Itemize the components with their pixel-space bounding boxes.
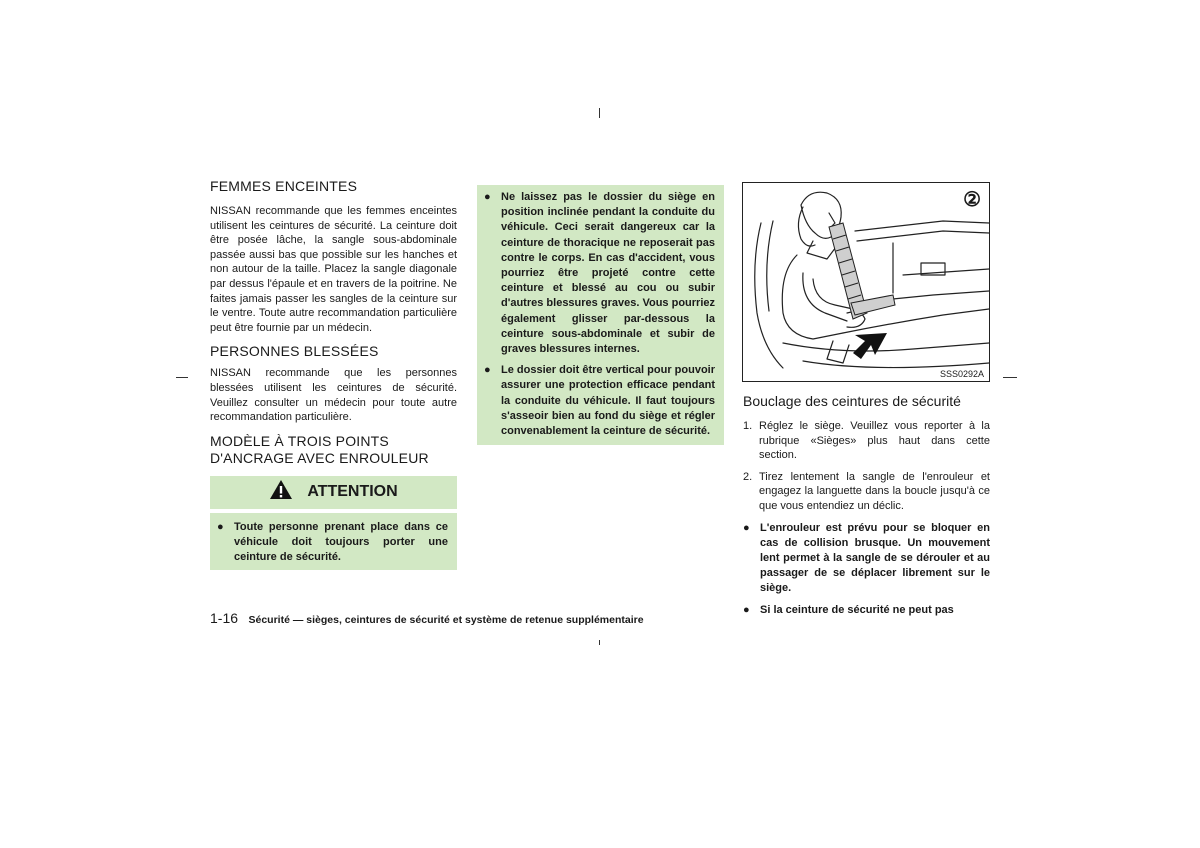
crop-mark-bottom	[599, 640, 600, 645]
step-2-text: Tirez lentement la sangle de l'enrouleur et engagez la languette dans la boucle jusqu'à ce que vous entendiez un déclic.	[759, 470, 990, 512]
column-right	[743, 393, 990, 618]
heading-three-point-model	[210, 433, 457, 467]
step-2-number: 2.	[743, 470, 753, 483]
attention-banner	[210, 476, 457, 509]
column-left	[210, 178, 457, 570]
warning-bullet-2-text: Le dossier doit être vertical pour pouvoir assurer une protection efficace pendant la conduite du véhicule. Il faut toujours s'asseoir bien au fond du siège et régler convenablement la ceinture de sécurité.	[501, 364, 715, 438]
paragraph-pregnant-women: NISSAN recommande que les femmes enceintes utilisent les ceintures de sécurité. La ceinture doit être posée lâche, la sangle sous-abdominale passée aussi bas que possible sur les hanches et non autour de la taille. Placez la sangle diagonale par dessus l'épaule et en travers de la poitrine. Ne faites jamais passer les sangles de la ceinture sur le ventre. Toute autre recommandation particulière peut être fournie par un médecin.	[210, 205, 457, 334]
retractor-bullet-2	[743, 603, 990, 618]
crop-mark-left	[176, 377, 188, 378]
attention-label: ATTENTION	[307, 483, 398, 501]
column-middle-warning-box	[477, 185, 724, 445]
bullet-dot-icon: ●	[484, 191, 491, 203]
paragraph-injured-persons: NISSAN recommande que les personnes blessées utilisent les ceintures de sécurité. Veuillez consulter un médecin pour toute autre recommandation particulière.	[210, 367, 457, 424]
bullet-dot-icon: ●	[217, 520, 224, 533]
attention-bullet-text: Toute personne prenant place dans ce véhicule doit toujours porter une ceinture de sécurité.	[234, 520, 448, 564]
heading-buckling-belts: Bouclage des ceintures de sécurité	[743, 393, 961, 409]
bullet-dot-icon: ●	[743, 521, 750, 534]
chapter-title: Sécurité — sièges, ceintures de sécurité et système de retenue supplémentaire	[248, 614, 644, 626]
crop-mark-right	[1003, 377, 1017, 378]
bullet-dot-icon: ●	[484, 364, 491, 377]
step-1-number: 1.	[743, 420, 753, 432]
retractor-bullet-2-text: Si la ceinture de sécurité ne peut pas	[760, 603, 954, 616]
attention-box	[210, 513, 457, 571]
warning-bullet-1	[477, 190, 715, 357]
figure-code: SSS0292A	[939, 369, 984, 379]
step-1	[743, 419, 990, 463]
heading-pregnant-women: FEMMES ENCEINTES	[210, 178, 358, 194]
seated-person-buckling-belt-drawing	[743, 183, 989, 381]
retractor-bullet-1	[743, 521, 990, 597]
warning-bullet-1-text: Ne laissez pas le dossier du siège en position inclinée pendant la conduite du véhicule. Ceci serait dangereux car la ceinture de thoracique ne reposerait pas contre le corps. En cas d'accident, vous pourriez être projeté contre cette ceinture et blessé au cou ou subir d'autres blessures graves. Vous pourriez également glisser par-dessous la ceinture sous-abdominale et subir de graves blessures internes.	[501, 191, 715, 356]
warning-triangle-icon	[269, 479, 293, 505]
heading-injured-persons: PERSONNES BLESSÉES	[210, 343, 379, 360]
seatbelt-illustration	[742, 182, 990, 382]
bullet-dot-icon: ●	[743, 603, 750, 616]
figure-number-circled: ②	[963, 189, 981, 211]
page-footer	[210, 610, 644, 628]
warning-bullet-2	[477, 363, 715, 439]
step-2	[743, 470, 990, 514]
heading-three-point-line2: D'ANCRAGE AVEC ENROULEUR	[210, 449, 429, 466]
page-number: 1-16	[210, 610, 239, 626]
step-1-text: Réglez le siège. Veuillez vous reporter à la rubrique «Sièges» plus haut dans cette section.	[759, 420, 990, 462]
heading-three-point-line1: MODÈLE À TROIS POINTS	[210, 432, 389, 449]
crop-mark-top	[599, 108, 600, 118]
attention-bullet	[210, 520, 448, 566]
retractor-bullet-1-text: L'enrouleur est prévu pour se bloquer en cas de collision brusque. Un mouvement lent permet à la sangle de se dérouler et au passager de se déplacer librement sur le siège.	[760, 521, 990, 595]
